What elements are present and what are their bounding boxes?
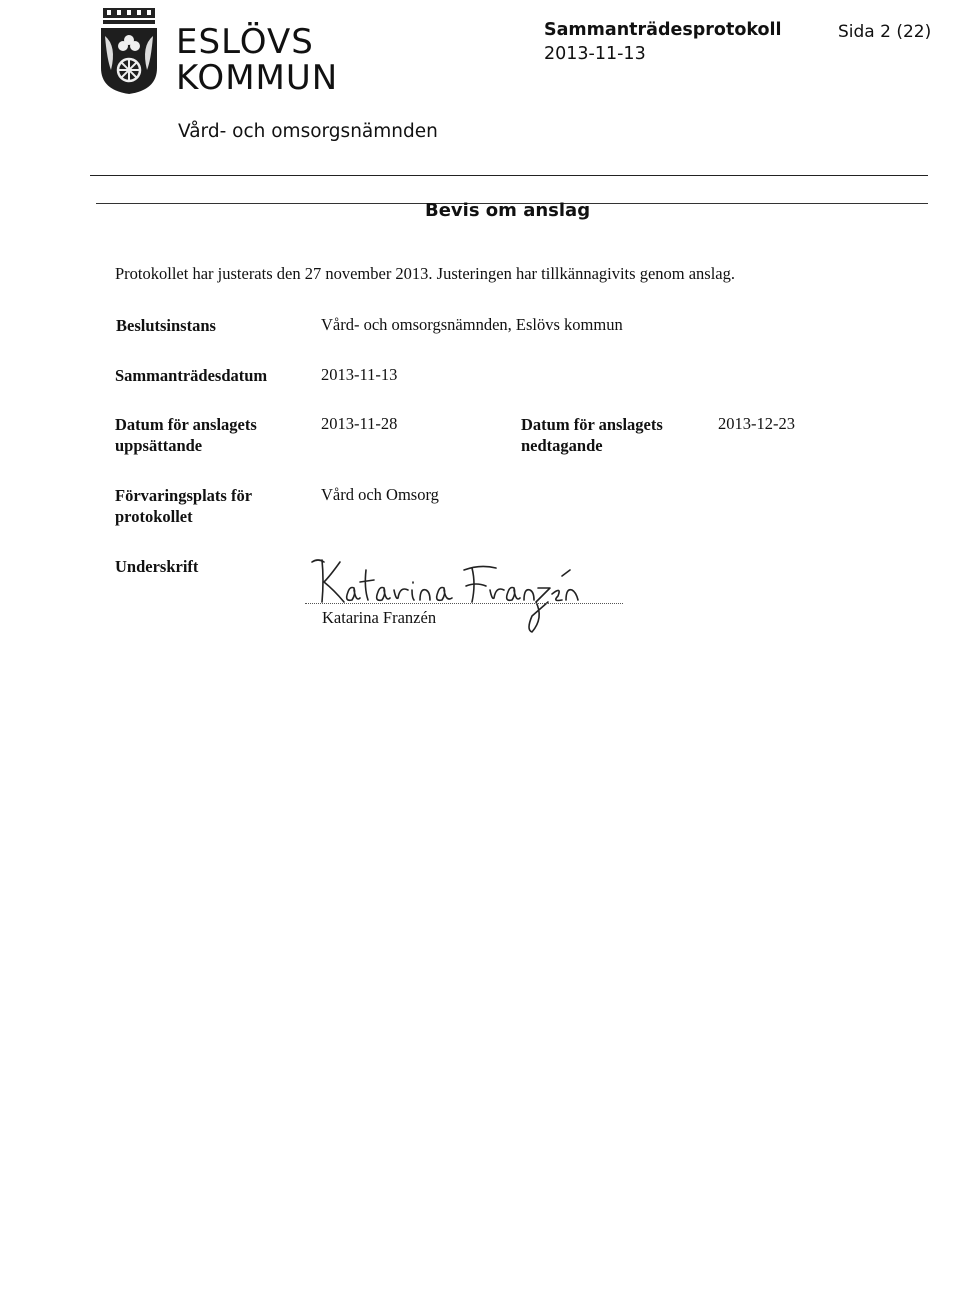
coat-of-arms-icon <box>97 6 161 96</box>
value-uppsattande: 2013-11-28 <box>321 414 398 433</box>
divider-top <box>90 175 928 176</box>
label-uppsattande <box>115 414 257 456</box>
label-uppsattande-line2: uppsättande <box>115 436 203 455</box>
signature-line <box>305 603 623 604</box>
label-nedtagande <box>521 414 663 456</box>
committee-name: Vård- och omsorgsnämnden <box>178 121 438 142</box>
logo-text-line2: KOMMUN <box>176 58 339 98</box>
page-number: Sida 2 (22) <box>838 22 932 42</box>
value-nedtagande: 2013-12-23 <box>718 414 795 433</box>
label-sammantradesdatum: Sammanträdesdatum <box>115 366 268 385</box>
document-date: 2013-11-13 <box>544 44 646 64</box>
value-beslutsinstans: Vård- och omsorgsnämnden, Eslövs kommun <box>321 315 623 334</box>
value-sammantradesdatum: 2013-11-13 <box>321 365 398 384</box>
label-forvaringsplats-line2: protokollet <box>115 507 193 526</box>
label-nedtagande-line2: nedtagande <box>521 436 603 455</box>
notice-statement: Protokollet har justerats den 27 november 2013. Justeringen har tillkännagivits genom anslag. <box>115 264 735 283</box>
label-underskrift: Underskrift <box>115 557 199 576</box>
signatory-name: Katarina Franzén <box>322 608 437 627</box>
label-nedtagande-line1: Datum för anslagets <box>521 415 663 434</box>
notice-title: Bevis om anslag <box>425 200 591 221</box>
label-forvaringsplats <box>115 485 252 527</box>
label-beslutsinstans: Beslutsinstans <box>116 316 216 335</box>
document-type: Sammanträdesprotokoll <box>544 20 782 40</box>
value-forvaringsplats: Vård och Omsorg <box>321 485 439 504</box>
label-forvaringsplats-line1: Förvaringsplats för <box>115 486 253 505</box>
logo-text-line1: ESLÖVS <box>176 22 314 62</box>
label-uppsattande-line1: Datum för anslagets <box>115 415 257 434</box>
